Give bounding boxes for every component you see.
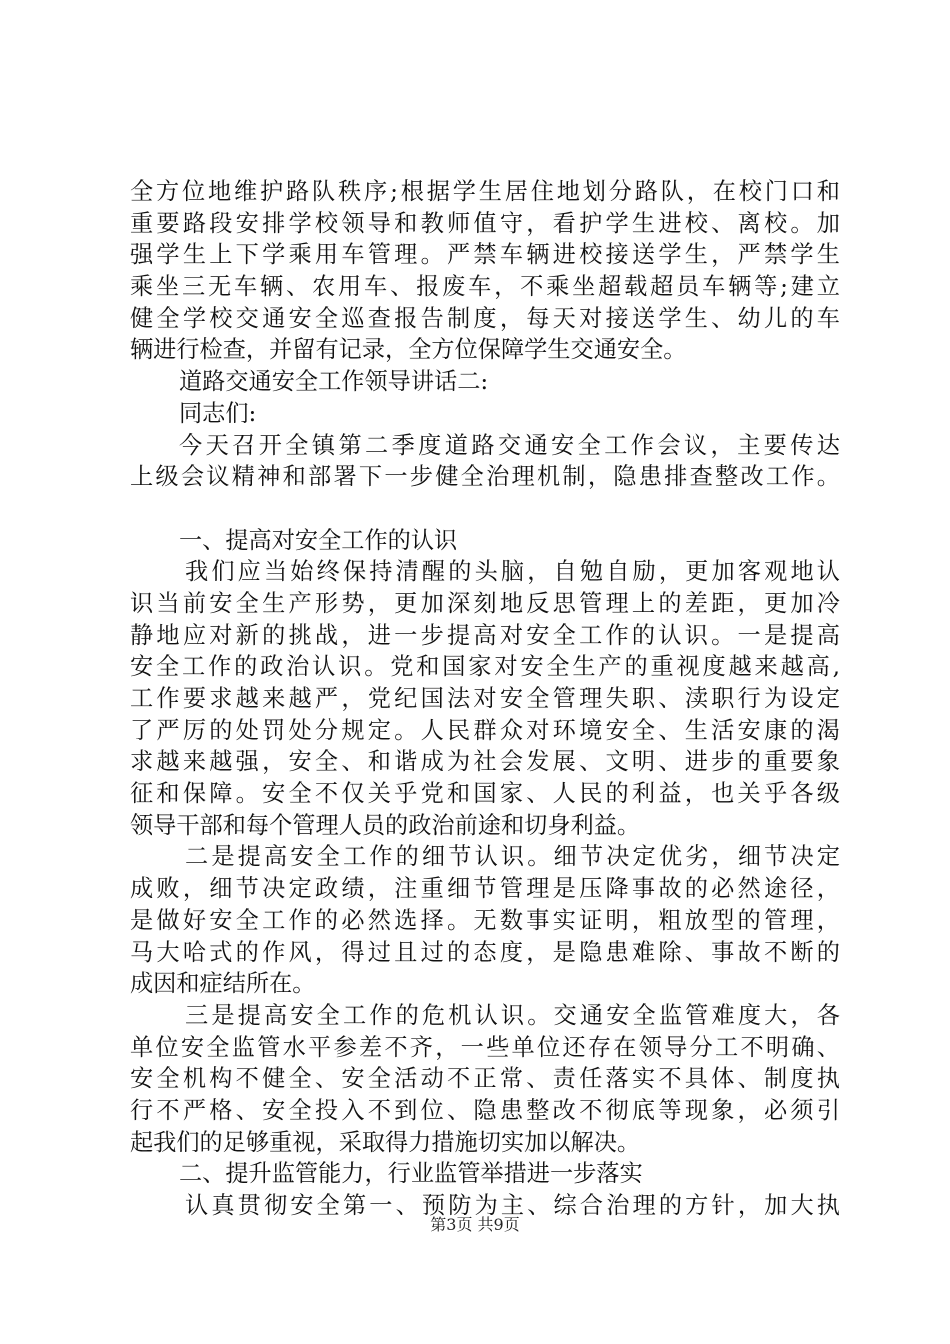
document-body (130, 176, 840, 1222)
text-line: 认真贯彻安全第一、预防为主、综合治理的方针，加大执 (185, 1192, 840, 1219)
text-line: 二是提高安全工作的细节认识。细节决定优劣，细节决定 (185, 843, 840, 871)
text-line: 全方位地维护路队秩序;根据学生居住地划分路队，在校门口和 (130, 178, 840, 205)
text-line: 今天召开全镇第二季度道路交通安全工作会议，主要传达 (179, 431, 840, 459)
text-line: 乘坐三无车辆、农用车、报废车，不乘坐超载超员车辆等;建立 (130, 273, 840, 301)
text-line: 健全学校交通安全巡查报告制度，每天对接送学生、幼儿的车 (130, 304, 840, 332)
text-line: 安全工作的政治认识。党和国家对安全生产的重视度越来越高, (130, 653, 840, 681)
section-heading: 道路交通安全工作领导讲话二: (179, 368, 489, 396)
text-line: 领导干部和每个管理人员的政治前途和切身利益。 (130, 811, 641, 839)
text-line: 起我们的足够重视，采取得力措施切实加以解决。 (130, 1128, 641, 1156)
text-line: 辆进行检查，并留有记录，全方位保障学生交通安全。 (130, 336, 687, 364)
text-line: 求越来越强，安全、和谐成为社会发展、文明、进步的重要象 (130, 748, 840, 776)
text-line: 识当前安全生产形势，更加深刻地反思管理上的差距，更加冷 (130, 589, 840, 617)
text-line: 单位安全监管水平参差不齐，一些单位还存在领导分工不明确、 (130, 1033, 840, 1061)
page-number-footer: 第3页 共9页 (430, 1215, 520, 1234)
text-line: 我们应当始终保持清醒的头脑，自勉自励，更加客观地认 (185, 558, 840, 586)
section-heading: 二、提升监管能力，行业监管举措进一步落实 (179, 1160, 643, 1188)
text-line: 马大哈式的作风，得过且过的态度，是隐患难除、事故不断的 (130, 938, 840, 966)
paragraph-gap (130, 493, 840, 525)
salutation: 同志们: (179, 399, 257, 427)
text-line: 静地应对新的挑战，进一步提高对安全工作的认识。一是提高 (130, 621, 840, 649)
text-line: 行不严格、安全投入不到位、隐患整改不彻底等现象，必须引 (130, 1096, 840, 1124)
text-line: 三是提高安全工作的危机认识。交通安全监管难度大，各 (185, 1001, 840, 1029)
text-line: 征和保障。安全不仅关乎党和国家、人民的利益，也关乎各级 (130, 780, 840, 808)
text-line: 安全机构不健全、安全活动不正常、责任落实不具体、制度执 (130, 1065, 840, 1093)
text-line: 强学生上下学乘用车管理。严禁车辆进校接送学生，严禁学生 (130, 241, 840, 269)
text-line: 成因和症结所在。 (130, 970, 316, 998)
text-line: 重要路段安排学校领导和教师值守，看护学生进校、离校。加 (130, 209, 840, 237)
text-line: 成败，细节决定政绩，注重细节管理是压降事故的必然途径， (130, 875, 840, 903)
text-line: 上级会议精神和部署下一步健全治理机制，隐患排查整改工作。 (130, 463, 840, 491)
text-line: 工作要求越来越严，党纪国法对安全管理失职、渎职行为设定 (130, 685, 840, 712)
text-line: 是做好安全工作的必然选择。无数事实证明，粗放型的管理， (130, 906, 840, 934)
text-line: 了严厉的处罚处分规定。人民群众对环境安全、生活安康的渴 (130, 716, 840, 744)
section-heading: 一、提高对安全工作的认识 (179, 526, 458, 554)
